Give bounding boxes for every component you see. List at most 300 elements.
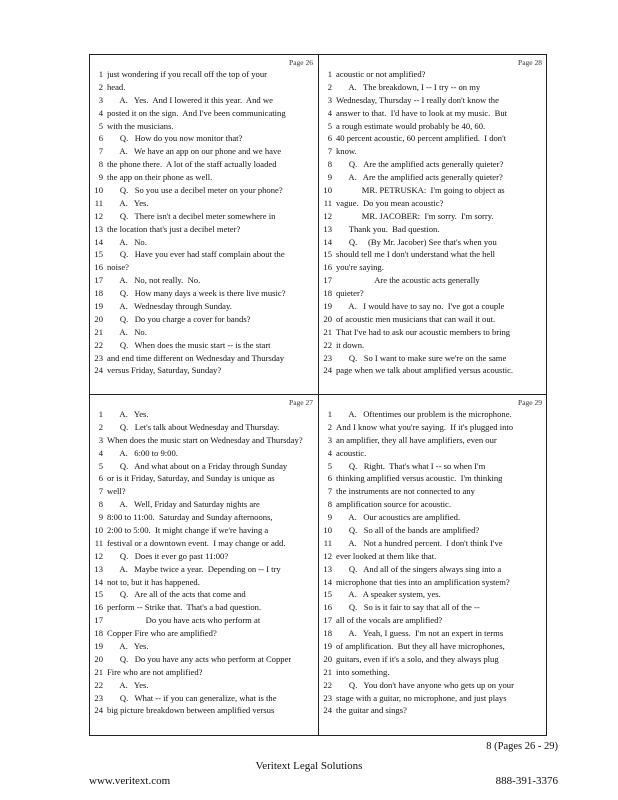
line-text: A. Maybe twice a year. Depending on -- I try [107, 563, 281, 574]
line-number: 18 [323, 288, 332, 299]
line-text: noise? [107, 262, 129, 273]
line-text: A. Yes. [107, 409, 149, 419]
line-number: 11 [94, 197, 103, 208]
line-number: 19 [94, 301, 103, 312]
line-text: or is it Friday, Saturday, and Sunday is unique as [107, 473, 275, 484]
line-number: 10 [94, 185, 103, 196]
line-number: 13 [94, 223, 103, 234]
line-text: the guitar and sings? [336, 705, 407, 716]
line-number: 14 [94, 576, 103, 587]
line-text: A. A speaker system, yes. [336, 589, 441, 600]
line-number: 22 [323, 679, 332, 690]
transcript-line [321, 145, 544, 158]
transcript-line [321, 666, 544, 679]
transcript-line [321, 704, 544, 717]
line-text: just wondering if you recall off the top of your [107, 69, 267, 79]
line-number: 14 [323, 576, 332, 587]
line-number: 8 [98, 159, 103, 170]
line-text: A. Yes. [107, 197, 149, 208]
line-number: 18 [323, 628, 332, 639]
line-number: 7 [327, 486, 332, 497]
line-number: 12 [94, 550, 103, 561]
line-number: 17 [94, 275, 103, 286]
line-text: MR. JACOBER: I'm sorry. I'm sorry. [336, 210, 494, 221]
line-text: Q. (By Mr. Jacober) See that's when you [336, 236, 497, 247]
line-number: 4 [327, 447, 332, 458]
line-number: 21 [323, 666, 332, 677]
line-text: Q. Do you charge a cover for bands? [107, 313, 251, 324]
line-number: 3 [98, 434, 103, 445]
line-number: 8 [327, 159, 332, 170]
line-number: 3 [98, 94, 103, 105]
line-text: an amplifier, they all have amplifiers, even our [336, 434, 497, 445]
transcript-line [92, 704, 315, 717]
line-text: A. 6:00 to 9:00. [107, 447, 178, 458]
transcript-line [321, 107, 544, 120]
transcript-line [92, 472, 315, 485]
transcript-line [321, 300, 544, 313]
transcript-line [321, 563, 544, 576]
line-text: 40 percent acoustic, 60 percent amplified. I don't [336, 133, 507, 144]
transcript-line [321, 364, 544, 377]
transcript-line [92, 261, 315, 274]
line-number: 3 [327, 94, 332, 105]
line-text: quieter? [336, 288, 364, 299]
line-number: 21 [94, 666, 103, 677]
line-text: Q. You don't have anyone who gets up on your [336, 679, 514, 690]
transcript-grid [89, 54, 547, 736]
transcript-line [92, 537, 315, 550]
transcript-line [92, 132, 315, 145]
line-number: 2 [98, 81, 103, 92]
line-text: Wednesday, Thursday -- I really don't know the [336, 94, 499, 105]
line-number: 23 [94, 352, 103, 363]
line-number: 1 [98, 409, 103, 419]
transcript-line [321, 210, 544, 223]
line-number: 2 [327, 421, 332, 432]
transcript-line [321, 81, 544, 94]
line-number: 23 [323, 352, 332, 363]
line-text: vague. Do you mean acoustic? [336, 197, 444, 208]
transcript-lines [92, 408, 315, 717]
line-number: 19 [323, 301, 332, 312]
line-number: 15 [94, 249, 103, 260]
line-text: and end time different on Wednesday and Thursday [107, 352, 285, 363]
line-text: A. Yes. [107, 679, 149, 690]
line-text: Q. And what about on a Friday through Sunday [107, 460, 288, 471]
line-number: 7 [98, 486, 103, 497]
line-text: 8:00 to 11:00. Saturday and Sunday afternoons, [107, 512, 273, 523]
line-text: Q. Does it ever go past 11:00? [107, 550, 229, 561]
line-text: perform -- Strike that. That's a bad question. [107, 602, 262, 613]
transcript-line [321, 537, 544, 550]
transcript-line [321, 94, 544, 107]
line-number: 14 [94, 236, 103, 247]
line-text: And I know what you're saying. If it's plugged into [336, 421, 514, 432]
transcript-line [321, 236, 544, 249]
transcript-line [321, 679, 544, 692]
transcript-line [321, 472, 544, 485]
line-number: 8 [327, 499, 332, 510]
transcript-line [92, 447, 315, 460]
transcript-line [321, 692, 544, 705]
line-number: 7 [327, 146, 332, 157]
transcript-page-27 [90, 395, 317, 733]
transcript-line [321, 352, 544, 365]
line-number: 12 [323, 550, 332, 561]
transcript-line [321, 627, 544, 640]
line-number: 14 [323, 236, 332, 247]
line-text: acoustic or not amplified? [336, 69, 426, 79]
line-text: Q. How do you now monitor that? [107, 133, 243, 144]
line-text: microphone that ties into an amplification system? [336, 576, 510, 587]
line-number: 20 [94, 653, 103, 664]
line-number: 9 [98, 512, 103, 523]
line-number: 2 [327, 81, 332, 92]
line-text: A. We have an app on our phone and we have [107, 146, 282, 157]
line-text: A. Our acoustics are amplified. [336, 512, 461, 523]
line-number: 1 [327, 69, 332, 79]
line-text: A. Yes. [107, 641, 149, 652]
transcript-line [92, 692, 315, 705]
transcript-line [321, 576, 544, 589]
page-label: Page 26 [289, 58, 313, 67]
line-text: A. Well, Friday and Saturday nights are [107, 499, 260, 510]
line-text: Do you have acts who perform at [107, 615, 261, 626]
line-text: guitars, even if it's a solo, and they always plug [336, 653, 499, 664]
line-text: thinking amplified versus acoustic. I'm thinking [336, 473, 503, 484]
transcript-line [92, 352, 315, 365]
line-number: 17 [94, 615, 103, 626]
line-text: the location that's just a decibel meter? [107, 223, 241, 234]
transcript-line [321, 640, 544, 653]
line-text: Q. So you use a decibel meter on your phone? [107, 185, 283, 196]
line-number: 18 [94, 628, 103, 639]
transcript-page-29 [319, 395, 546, 733]
line-number: 19 [94, 641, 103, 652]
transcript-line [92, 601, 315, 614]
line-number: 10 [323, 185, 332, 196]
line-number: 22 [94, 339, 103, 350]
transcript-line [92, 524, 315, 537]
transcript-line [92, 339, 315, 352]
transcript-line [92, 679, 315, 692]
line-text: A. Not a hundred percent. I don't think I've [336, 537, 503, 548]
line-number: 9 [327, 512, 332, 523]
line-text: the phone there. A lot of the staff actually loaded [107, 159, 277, 170]
line-text: A. Oftentimes our problem is the microphone. [336, 409, 512, 419]
page-label: Page 27 [289, 398, 313, 407]
line-number: 23 [323, 692, 332, 703]
transcript-line [92, 81, 315, 94]
line-text: A. Yeah, I guess. I'm not an expert in terms [336, 628, 504, 639]
transcript-line [92, 94, 315, 107]
transcript-line [321, 68, 544, 81]
line-text: festival or a downtown event. I may change or add. [107, 537, 286, 548]
line-number: 1 [327, 409, 332, 419]
line-number: 2 [98, 421, 103, 432]
line-text: That I've had to ask our acoustic members to bring [336, 326, 511, 337]
line-number: 16 [323, 262, 332, 273]
line-text: well? [107, 486, 126, 497]
line-text: Q. What -- if you can generalize, what is the [107, 692, 277, 703]
line-text: A. I would have to say no. I've got a couple [336, 301, 505, 312]
line-number: 4 [327, 107, 332, 118]
line-number: 12 [323, 210, 332, 221]
transcript-line [321, 287, 544, 300]
transcript-line [321, 197, 544, 210]
transcript-line [92, 223, 315, 236]
line-number: 6 [327, 133, 332, 144]
line-text: Q. Right. That's what I -- so when I'm [336, 460, 486, 471]
transcript-line [321, 184, 544, 197]
line-text: When does the music start on Wednesday and Thursday? [107, 434, 303, 445]
line-text: you're saying. [336, 262, 384, 273]
line-number: 7 [98, 146, 103, 157]
line-text: Q. Are all of the acts that come and [107, 589, 246, 600]
transcript-line [321, 511, 544, 524]
line-text: Q. And all of the singers always sing into a [336, 563, 502, 574]
transcript-line [92, 274, 315, 287]
transcript-line [321, 601, 544, 614]
line-number: 24 [323, 365, 332, 376]
line-text: Q. There isn't a decibel meter somewhere in [107, 210, 276, 221]
line-number: 4 [98, 447, 103, 458]
transcript-line [92, 326, 315, 339]
line-number: 17 [323, 275, 332, 286]
line-number: 13 [323, 563, 332, 574]
line-text: stage with a guitar, no microphone, and just plays [336, 692, 507, 703]
line-number: 13 [94, 563, 103, 574]
line-text: A. Wednesday through Sunday. [107, 301, 232, 312]
phone-number: 888-391-3376 [495, 775, 558, 787]
transcript-line [92, 563, 315, 576]
line-number: 6 [327, 473, 332, 484]
line-text: Fire who are not amplified? [107, 666, 203, 677]
transcript-line [92, 614, 315, 627]
line-number: 15 [323, 589, 332, 600]
transcript-line [92, 434, 315, 447]
transcript-line [92, 300, 315, 313]
line-number: 9 [98, 172, 103, 183]
line-text: Q. Do you have any acts who perform at Copper [107, 653, 292, 664]
line-number: 18 [94, 288, 103, 299]
line-text: amplification source for acoustic. [336, 499, 452, 510]
line-number: 11 [323, 537, 332, 548]
transcript-lines [321, 68, 544, 377]
line-text: Thank you. Bad question. [336, 223, 440, 234]
line-number: 17 [323, 615, 332, 626]
line-text: not to, but it has happened. [107, 576, 200, 587]
transcript-line [92, 248, 315, 261]
transcript-line [92, 158, 315, 171]
transcript-line [321, 274, 544, 287]
line-text: posted it on the sign. And I've been communicating [107, 107, 286, 118]
line-text: a rough estimate would probably be 40, 60. [336, 120, 486, 131]
transcript-line [92, 171, 315, 184]
line-text: Q. How many days a week is there live music? [107, 288, 286, 299]
transcript-page-28 [319, 55, 546, 393]
transcript-line [92, 107, 315, 120]
line-number: 23 [94, 692, 103, 703]
transcript-line [321, 171, 544, 184]
line-number: 20 [323, 313, 332, 324]
transcript-line [321, 408, 544, 421]
line-number: 11 [94, 537, 103, 548]
transcript-line [92, 511, 315, 524]
transcript-line [92, 313, 315, 326]
transcript-line [92, 197, 315, 210]
transcript-line [321, 447, 544, 460]
line-text: A. Are the amplified acts generally quieter? [336, 172, 503, 183]
transcript-line [92, 68, 315, 81]
line-text: Q. So I want to make sure we're on the same [336, 352, 507, 363]
transcript-line [321, 421, 544, 434]
website-link[interactable]: www.veritext.com [89, 775, 171, 787]
line-text: MR. PETRUSKA: I'm going to object as [336, 185, 505, 196]
line-text: A. Yes. And I lowered it this year. And we [107, 94, 273, 105]
line-number: 5 [98, 120, 103, 131]
line-text: into something. [336, 666, 390, 677]
transcript-line [321, 588, 544, 601]
transcript-line [92, 550, 315, 563]
line-number: 22 [94, 679, 103, 690]
line-number: 24 [94, 365, 103, 376]
line-text: A. No. [107, 326, 147, 337]
transcript-line [321, 614, 544, 627]
transcript-line [92, 421, 315, 434]
line-text: ever looked at them like that. [336, 550, 437, 561]
transcript-line [321, 653, 544, 666]
transcript-lines [321, 408, 544, 717]
line-number: 3 [327, 434, 332, 445]
line-text: Are the acoustic acts generally [336, 275, 480, 286]
line-text: with the musicians. [107, 120, 174, 131]
transcript-line [321, 524, 544, 537]
line-text: answer to that. I'd have to look at my music. But [336, 107, 508, 118]
line-number: 16 [323, 602, 332, 613]
line-text: Q. Let's talk about Wednesday and Thursday. [107, 421, 280, 432]
line-text: should tell me I don't understand what the hell [336, 249, 496, 260]
transcript-line [92, 498, 315, 511]
transcript-line [321, 158, 544, 171]
transcript-line [321, 460, 544, 473]
line-number: 22 [323, 339, 332, 350]
company-name: Veritext Legal Solutions [255, 760, 363, 772]
line-text: the app on their phone as well. [107, 172, 213, 183]
transcript-line [92, 120, 315, 133]
line-text: know. [336, 146, 357, 157]
transcript-line [321, 313, 544, 326]
line-number: 13 [323, 223, 332, 234]
line-number: 21 [94, 326, 103, 337]
transcript-line [92, 287, 315, 300]
page-label: Page 28 [518, 58, 542, 67]
line-number: 5 [98, 460, 103, 471]
transcript-line [321, 248, 544, 261]
line-number: 15 [94, 589, 103, 600]
line-number: 1 [98, 69, 103, 79]
pages-summary: 8 (Pages 26 - 29) [486, 741, 558, 752]
transcript-line [92, 576, 315, 589]
line-number: 9 [327, 172, 332, 183]
line-text: of amplification. But they all have microphones, [336, 641, 505, 652]
transcript-line [92, 184, 315, 197]
transcript-line [92, 460, 315, 473]
line-number: 19 [323, 641, 332, 652]
transcript-line [321, 498, 544, 511]
transcript-line [92, 640, 315, 653]
line-text: page when we talk about amplified versus acoustic. [336, 365, 514, 376]
line-number: 24 [323, 705, 332, 716]
line-number: 11 [323, 197, 332, 208]
line-text: Q. When does the music start -- is the start [107, 339, 271, 350]
line-text: Q. Are the amplified acts generally quieter? [336, 159, 504, 170]
line-number: 15 [323, 249, 332, 260]
line-number: 21 [323, 326, 332, 337]
transcript-line [92, 364, 315, 377]
transcript-line [321, 550, 544, 563]
line-text: big picture breakdown between amplified versus [107, 705, 275, 716]
transcript-line [92, 588, 315, 601]
line-number: 8 [98, 499, 103, 510]
transcript-line [92, 627, 315, 640]
transcript-line [92, 210, 315, 223]
line-text: versus Friday, Saturday, Sunday? [107, 365, 222, 376]
line-text: Copper Fire who are amplified? [107, 628, 217, 639]
line-text: acoustic. [336, 447, 367, 458]
line-number: 16 [94, 262, 103, 273]
line-text: head. [107, 81, 126, 92]
transcript-line [321, 223, 544, 236]
transcript-line [321, 326, 544, 339]
transcript-line [92, 666, 315, 679]
transcript-line [321, 485, 544, 498]
transcript-line [321, 261, 544, 274]
line-text: 2:00 to 5:00. It might change if we're having a [107, 525, 269, 536]
transcript-line [92, 485, 315, 498]
line-number: 20 [323, 653, 332, 664]
line-text: it down. [336, 339, 365, 350]
transcript-line [92, 145, 315, 158]
line-text: Q. So is it fair to say that all of the -- [336, 602, 480, 613]
transcript-page-26 [90, 55, 317, 393]
transcript-line [321, 434, 544, 447]
line-number: 12 [94, 210, 103, 221]
line-number: 24 [94, 705, 103, 716]
line-text: A. The breakdown, I -- I try -- on my [336, 81, 481, 92]
transcript-line [92, 236, 315, 249]
transcript-line [92, 408, 315, 421]
line-number: 4 [98, 107, 103, 118]
line-text: of acoustic men musicians that can wail it out. [336, 313, 496, 324]
transcript-line [321, 132, 544, 145]
line-number: 6 [98, 473, 103, 484]
transcript-line [321, 120, 544, 133]
transcript-line [92, 653, 315, 666]
transcript-lines [92, 68, 315, 377]
line-number: 10 [94, 525, 103, 536]
line-text: the instruments are not connected to any [336, 486, 475, 497]
line-number: 20 [94, 313, 103, 324]
line-text: A. No, not really. No. [107, 275, 201, 286]
line-number: 6 [98, 133, 103, 144]
line-number: 16 [94, 602, 103, 613]
line-text: Q. Have you ever had staff complain about the [107, 249, 285, 260]
transcript-line [321, 339, 544, 352]
line-text: Q. So all of the bands are amplified? [336, 525, 480, 536]
line-text: A. No. [107, 236, 147, 247]
